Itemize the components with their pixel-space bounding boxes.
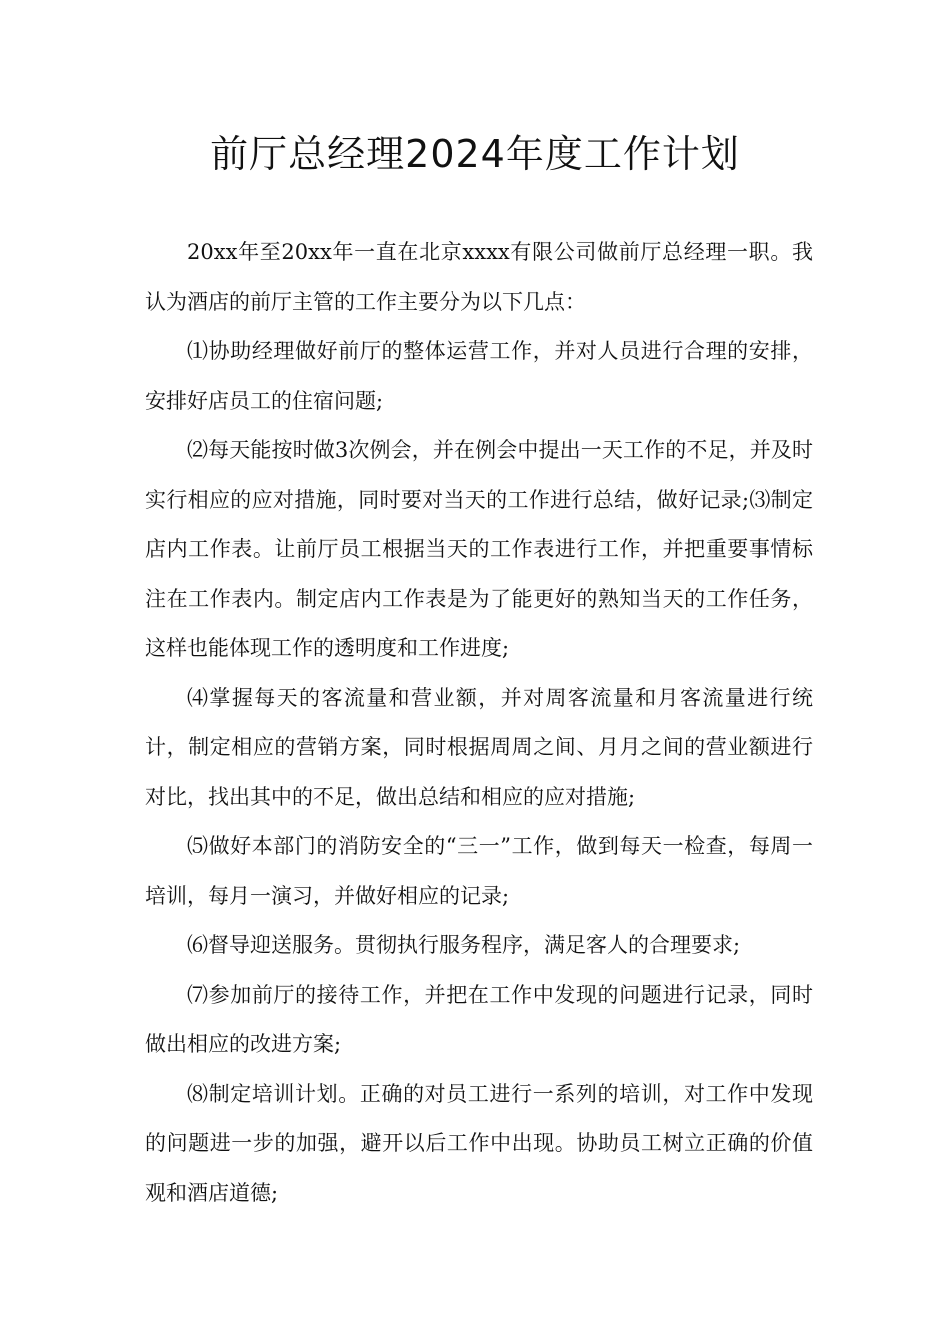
paragraph-item-8: ⑻制定培训计划。正确的对员工进行一系列的培训，对工作中发现的问题进一步的加强，避开以后工作中出现。协助员工树立正确的价值观和酒店道德; [145,1081,813,1205]
paragraph-item-6: ⑹督导迎送服务。贯彻执行服务程序，满足客人的合理要求; [187,933,741,957]
paragraph-item-5: ⑸做好本部门的消防安全的“三一”工作，做到每天一检查，每周一培训，每月一演习，并做好相应的记录; [145,834,813,908]
document-body [145,228,813,1218]
paragraph-item-4: ⑷掌握每天的客流量和营业额，并对周客流量和月客流量进行统计，制定相应的营销方案，同时根据周周之间、月月之间的营业额进行对比，找出其中的不足，做出总结和相应的应对措施; [145,685,813,809]
paragraph-item-1: ⑴协助经理做好前厅的整体运营工作，并对人员进行合理的安排，安排好店员工的住宿问题; [145,339,813,413]
paragraph-intro: 20xx年至20xx年一直在北京xxxx有限公司做前厅总经理一职。我认为酒店的前厅主管的工作主要分为以下几点： [145,240,813,314]
document-title: 前厅总经理2024年度工作计划 [210,132,740,176]
paragraph-item-2-3: ⑵每天能按时做3次例会，并在例会中提出一天工作的不足，并及时实行相应的应对措施，同时要对当天的工作进行总结，做好记录;⑶制定店内工作表。让前厅员工根据当天的工作表进行工作，并把重要事情标注在工作表内。制定店内工作表是为了能更好的熟知当天的工作任务，这样也能体现工作的透明度和工作进度; [145,438,813,660]
paragraph-item-7: ⑺参加前厅的接待工作，并把在工作中发现的问题进行记录，同时做出相应的改进方案; [145,982,813,1056]
